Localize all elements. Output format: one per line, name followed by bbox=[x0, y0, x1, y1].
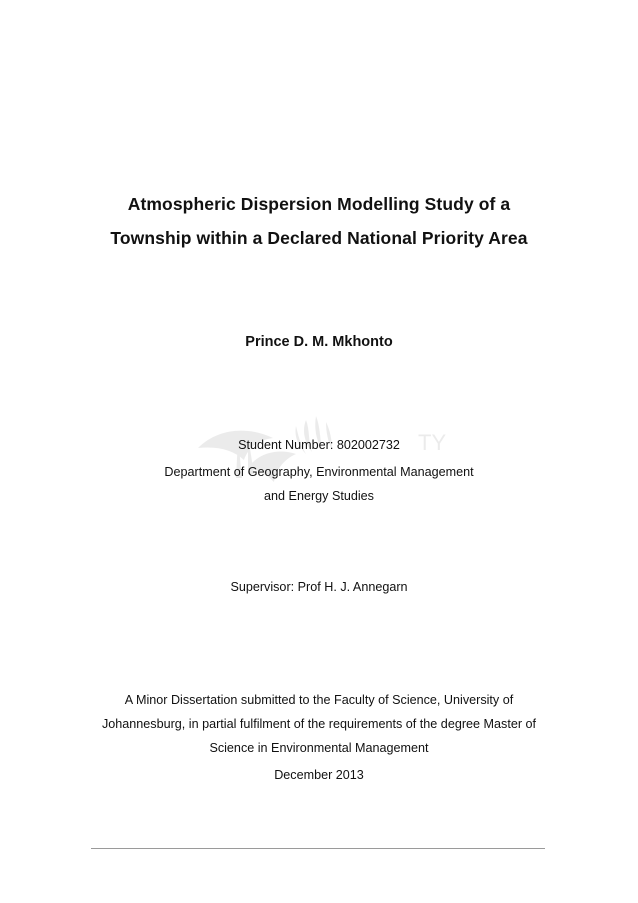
submission-line-1: A Minor Dissertation submitted to the Faculty of Science, University of bbox=[124, 693, 514, 707]
university-crest-icon bbox=[178, 408, 458, 498]
submission-date: December 2013 bbox=[274, 768, 364, 782]
department-line-1: Department of Geography, Environmental Management bbox=[164, 465, 474, 479]
footer-rule bbox=[91, 848, 545, 849]
author-name: Prince D. M. Mkhonto bbox=[245, 334, 393, 350]
watermark-text: TY bbox=[418, 430, 447, 455]
student-number: Student Number: 802002732 bbox=[238, 438, 400, 452]
submission-line-3: Science in Environmental Management bbox=[209, 741, 429, 755]
title-line-2: Township within a Declared National Priority Area bbox=[110, 228, 528, 248]
supervisor: Supervisor: Prof H. J. Annegarn bbox=[230, 580, 408, 594]
department-line-2: and Energy Studies bbox=[264, 489, 374, 503]
title-line-1: Atmospheric Dispersion Modelling Study of a bbox=[127, 194, 511, 214]
submission-line-2: Johannesburg, in partial fulfilment of the requirements of the degree Master of bbox=[101, 717, 537, 731]
